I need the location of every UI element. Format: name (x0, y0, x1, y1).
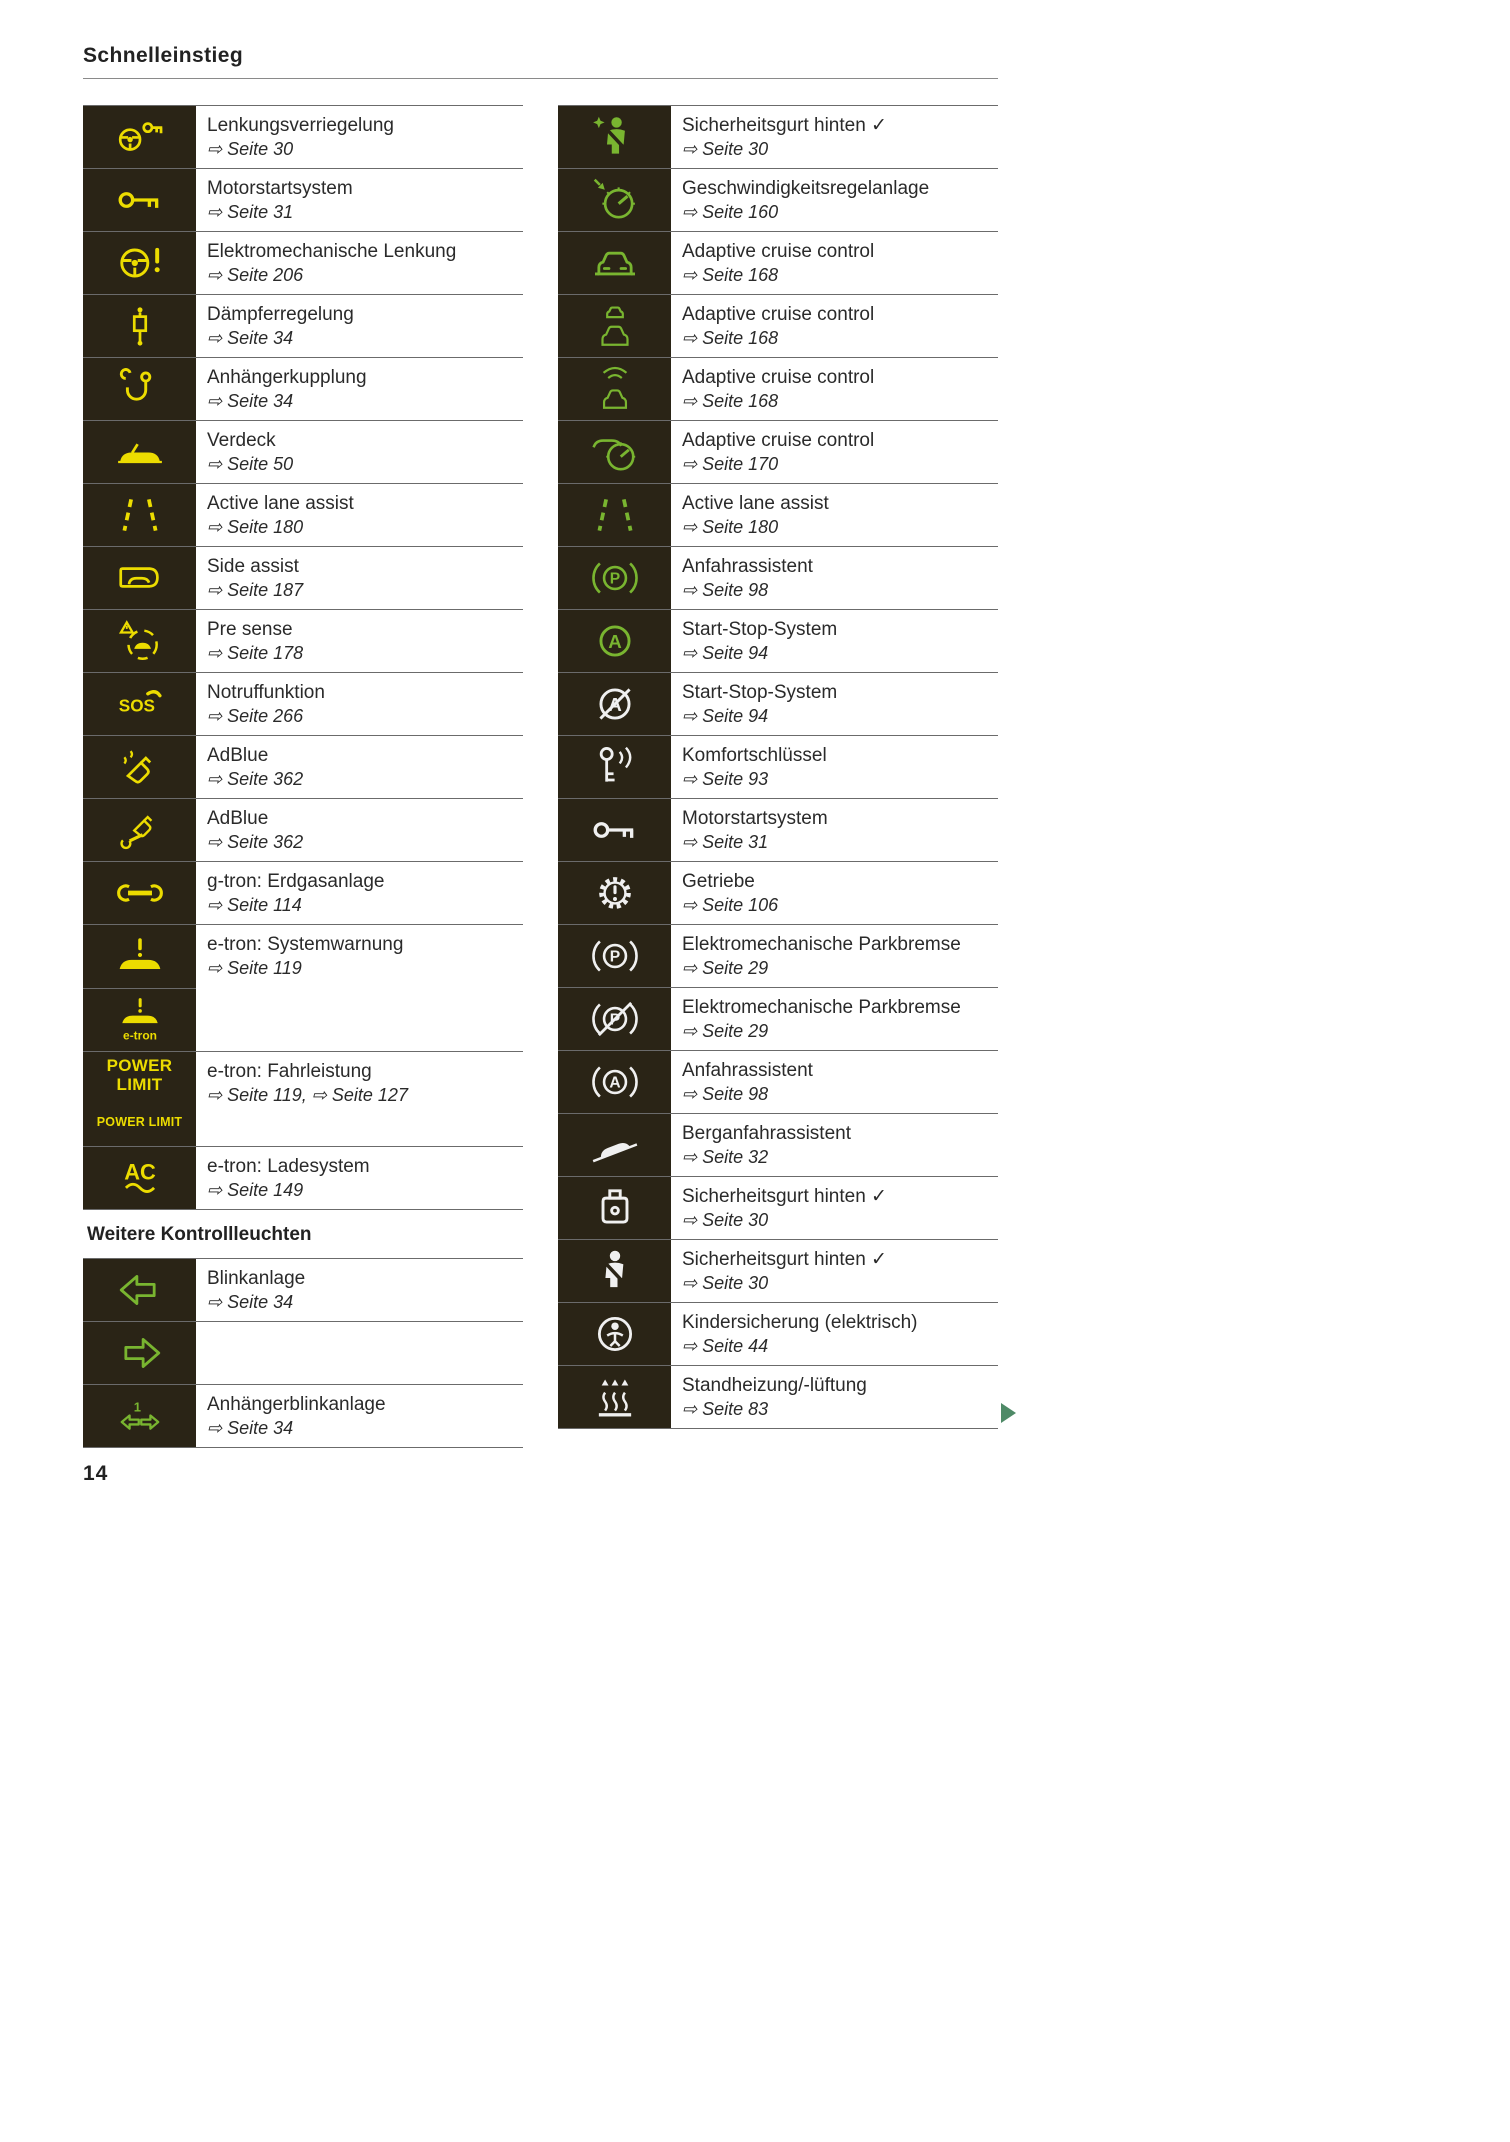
icon-cell (83, 1322, 196, 1384)
indicator-title: Getriebe (682, 871, 755, 892)
icon-cell (558, 358, 671, 420)
trailer-hitch-icon (83, 358, 196, 420)
indicator-title: Adaptive cruise control (682, 241, 875, 262)
indicator-title: AdBlue (207, 745, 269, 766)
table-row (83, 483, 523, 546)
table-row (83, 294, 523, 357)
page-reference: ⇨ Seite 30 (207, 139, 294, 160)
indicator-title: Notruffunktion (207, 682, 325, 703)
page-reference: ⇨ Seite 160 (682, 202, 779, 223)
description-cell (196, 169, 523, 231)
table-row (558, 672, 998, 735)
etron-car-icon (83, 988, 196, 1052)
key-icon (558, 799, 671, 861)
section-subheader: Weitere Kontrollleuchten (87, 1224, 312, 1245)
table-row (558, 798, 998, 861)
svg-text:P: P (609, 570, 620, 588)
table-row (558, 483, 998, 546)
description-cell (196, 421, 523, 483)
icon-cell (83, 106, 196, 168)
indicator-title: Verdeck (207, 430, 276, 451)
description-cell (671, 736, 998, 798)
adblue-icon (83, 736, 196, 798)
page-reference: ⇨ Seite 106 (682, 895, 779, 916)
table-section-main (558, 105, 998, 1429)
page-reference: ⇨ Seite 149 (207, 1180, 304, 1201)
description-cell (196, 1147, 523, 1209)
page-reference: ⇨ Seite 168 (682, 391, 779, 412)
child-lock-icon (558, 1303, 671, 1365)
table-row (83, 735, 523, 798)
description-cell (196, 1322, 523, 1384)
table-row (83, 609, 523, 672)
description-cell (671, 1240, 998, 1302)
description-cell (196, 106, 523, 168)
icon-cell (83, 295, 196, 357)
indicator-title: Sicherheitsgurt hinten ✓ (682, 1186, 887, 1207)
icon-cell (83, 1052, 196, 1146)
description-cell (671, 421, 998, 483)
description-cell (196, 610, 523, 672)
seatbelt-icon (558, 1240, 671, 1302)
description-cell (196, 295, 523, 357)
page-reference: ⇨ Seite 50 (207, 454, 294, 475)
continuation-marker-icon (1001, 1403, 1016, 1423)
description-cell (671, 1177, 998, 1239)
pre-sense-icon (83, 610, 196, 672)
indicator-title: Side assist (207, 556, 299, 577)
icon-cell (558, 1177, 671, 1239)
description-cell (196, 547, 523, 609)
table-row (558, 105, 998, 168)
icon-cell (83, 799, 196, 861)
page-reference: ⇨ Seite 362 (207, 769, 304, 790)
page-reference: ⇨ Seite 93 (682, 769, 769, 790)
icon-cell (558, 1240, 671, 1302)
table-section-extra (83, 1258, 523, 1448)
convertible-icon (83, 421, 196, 483)
description-cell (671, 610, 998, 672)
description-cell (671, 1366, 998, 1428)
svg-text:1: 1 (133, 1399, 141, 1415)
start-stop-off-icon (558, 673, 671, 735)
page-reference: ⇨ Seite 44 (682, 1336, 769, 1357)
page-reference: ⇨ Seite 170 (682, 454, 779, 475)
table-row (558, 1365, 998, 1428)
icon-cell (83, 862, 196, 924)
power-limit-stacked-icon: POWER LIMIT (106, 1056, 173, 1094)
description-cell (196, 799, 523, 861)
table-row (83, 1051, 523, 1146)
table-row (558, 357, 998, 420)
indicator-title: e-tron: Systemwarnung (207, 934, 404, 955)
table-row (558, 609, 998, 672)
table-row (83, 420, 523, 483)
ac-icon (83, 1147, 196, 1209)
indicator-title: Berganfahrassistent (682, 1123, 851, 1144)
car-warning-icon (83, 925, 196, 988)
page-reference: ⇨ Seite 34 (207, 1292, 294, 1313)
page-reference: ⇨ Seite 31 (207, 202, 294, 223)
table-row (83, 672, 523, 735)
description-cell (671, 1114, 998, 1176)
page-reference: ⇨ Seite 119, ⇨ Seite 127 (207, 1085, 408, 1106)
indicator-title: Elektromechanische Parkbremse (682, 934, 961, 955)
description-cell (196, 925, 523, 1051)
table-row (558, 1302, 998, 1365)
turn-signal-right-icon (83, 1322, 196, 1384)
description-cell (196, 1385, 523, 1447)
icon-cell (558, 295, 671, 357)
indicator-title: Dämpferregelung (207, 304, 354, 325)
description-cell (671, 1303, 998, 1365)
svg-text:P: P (609, 948, 620, 966)
description-cell (671, 988, 998, 1050)
page-number: 14 (83, 1462, 109, 1485)
description-cell (196, 1259, 523, 1321)
icon-cell (83, 484, 196, 546)
page-reference: ⇨ Seite 168 (682, 265, 779, 286)
indicator-title: Standheizung/-lüftung (682, 1375, 867, 1396)
auto-hold-p-icon (558, 547, 671, 609)
page-reference: ⇨ Seite 180 (682, 517, 779, 538)
side-assist-icon (83, 547, 196, 609)
icon-cell (83, 925, 196, 1051)
table-row (558, 924, 998, 987)
icon-cell (83, 673, 196, 735)
icon-cell (558, 673, 671, 735)
icon-cell (558, 106, 671, 168)
page-reference: ⇨ Seite 30 (682, 1273, 769, 1294)
page-reference: ⇨ Seite 34 (207, 328, 294, 349)
belt-buckle-icon (558, 1177, 671, 1239)
acc-distance-icon (558, 295, 671, 357)
indicator-title: Kindersicherung (elektrisch) (682, 1312, 918, 1333)
icon-cell (558, 736, 671, 798)
description-cell (196, 673, 523, 735)
icon-cell (83, 1147, 196, 1209)
svg-text:A: A (607, 693, 622, 715)
indicator-title: g-tron: Erdgasanlage (207, 871, 385, 892)
indicator-title: Adaptive cruise control (682, 304, 875, 325)
table-row (83, 924, 523, 1051)
icon-cell (558, 421, 671, 483)
svg-text:A: A (608, 1074, 621, 1092)
indicator-title: Geschwindigkeitsregelanlage (682, 178, 930, 199)
page-reference: ⇨ Seite 94 (682, 706, 769, 727)
icon-cell (83, 1259, 196, 1321)
lane-assist-icon (83, 484, 196, 546)
icon-cell (558, 988, 671, 1050)
page-title: Schnelleinstieg (83, 44, 244, 67)
svg-text:e-tron: e-tron (122, 1028, 157, 1043)
table-row (83, 105, 523, 168)
parking-brake-icon (558, 925, 671, 987)
indicator-title: Adaptive cruise control (682, 367, 875, 388)
description-cell (196, 862, 523, 924)
table-row (83, 1258, 523, 1321)
description-cell (671, 799, 998, 861)
table-row (83, 168, 523, 231)
description-cell (196, 736, 523, 798)
seatbelt-reminder-icon (558, 106, 671, 168)
indicator-title: AdBlue (207, 808, 269, 829)
description-cell (671, 862, 998, 924)
description-cell (196, 358, 523, 420)
indicator-title: Start-Stop-System (682, 682, 838, 703)
trailer-turn-signal-icon (83, 1385, 196, 1447)
page-reference: ⇨ Seite 206 (207, 265, 304, 286)
acc-car-icon (558, 232, 671, 294)
hill-assist-icon (558, 1114, 671, 1176)
icon-cell (83, 358, 196, 420)
page-reference: ⇨ Seite 34 (207, 1418, 294, 1439)
table-row (558, 987, 998, 1050)
description-cell (671, 106, 998, 168)
icon-cell (558, 547, 671, 609)
table-row (558, 231, 998, 294)
page-reference: ⇨ Seite 98 (682, 580, 769, 601)
description-cell (196, 484, 523, 546)
svg-text:A: A (607, 630, 622, 652)
cruise-control-icon (558, 169, 671, 231)
indicator-title: Sicherheitsgurt hinten ✓ (682, 1249, 887, 1270)
description-cell (671, 484, 998, 546)
table-row (558, 546, 998, 609)
page-reference: ⇨ Seite 362 (207, 832, 304, 853)
icon-cell (558, 169, 671, 231)
description-cell (671, 1051, 998, 1113)
indicator-title: Elektromechanische Lenkung (207, 241, 457, 262)
indicator-title: Blinkanlage (207, 1268, 306, 1289)
steering-warning-icon (83, 232, 196, 294)
icon-cell (83, 610, 196, 672)
acc-radar-icon (558, 358, 671, 420)
icon-cell (558, 484, 671, 546)
svg-text:P: P (609, 1011, 620, 1029)
table-row (83, 231, 523, 294)
table-row (558, 168, 998, 231)
indicator-title: Adaptive cruise control (682, 430, 875, 451)
page-reference: ⇨ Seite 119 (207, 958, 302, 979)
table-row (83, 798, 523, 861)
icon-cell (558, 1051, 671, 1113)
acc-speed-icon (558, 421, 671, 483)
page-reference: ⇨ Seite 30 (682, 1210, 769, 1231)
page-reference: ⇨ Seite 114 (207, 895, 302, 916)
indicator-title: Pre sense (207, 619, 293, 640)
page-reference: ⇨ Seite 187 (207, 580, 304, 601)
table-row (83, 861, 523, 924)
description-cell (671, 925, 998, 987)
table-row (558, 1239, 998, 1302)
icon-cell (83, 1385, 196, 1447)
page-reference: ⇨ Seite 29 (682, 1021, 769, 1042)
steering-lock-icon (83, 106, 196, 168)
page-reference: ⇨ Seite 31 (682, 832, 769, 853)
icon-cell (558, 1303, 671, 1365)
indicator-title: Elektromechanische Parkbremse (682, 997, 961, 1018)
icon-cell (83, 421, 196, 483)
indicator-title: e-tron: Fahrleistung (207, 1061, 372, 1082)
page-reference: ⇨ Seite 98 (682, 1084, 769, 1105)
table-row (558, 1050, 998, 1113)
page-reference: ⇨ Seite 30 (682, 139, 769, 160)
icon-cell (558, 925, 671, 987)
indicator-title: Anhängerkupplung (207, 367, 367, 388)
parking-brake-off-icon (558, 988, 671, 1050)
description-cell (671, 358, 998, 420)
icon-cell (83, 232, 196, 294)
indicator-title: Motorstartsystem (207, 178, 353, 199)
table-row (558, 294, 998, 357)
table-row (83, 546, 523, 609)
svg-text:AC: AC (123, 1159, 156, 1185)
gearbox-warning-icon (558, 862, 671, 924)
turn-signal-left-icon (83, 1259, 196, 1321)
page-reference: ⇨ Seite 180 (207, 517, 304, 538)
auto-hold-a-icon (558, 1051, 671, 1113)
indicator-title: Motorstartsystem (682, 808, 828, 829)
table-row (558, 420, 998, 483)
description-cell (671, 547, 998, 609)
indicator-title: e-tron: Ladesystem (207, 1156, 370, 1177)
indicator-title: Anfahrassistent (682, 556, 813, 577)
description-cell (671, 673, 998, 735)
icon-cell (83, 169, 196, 231)
warning-lights-table-left (83, 105, 523, 1448)
table-row (83, 1146, 523, 1209)
table-row (83, 1384, 523, 1447)
description-cell (671, 169, 998, 231)
table-row (83, 1321, 523, 1384)
page-reference: ⇨ Seite 29 (682, 958, 769, 979)
indicator-title: Sicherheitsgurt hinten ✓ (682, 115, 887, 136)
table-row (558, 1176, 998, 1239)
heater-icon (558, 1366, 671, 1428)
sos-icon (83, 673, 196, 735)
indicator-title: Anhängerblinkanlage (207, 1394, 386, 1415)
description-cell (196, 1052, 523, 1146)
icon-cell (83, 736, 196, 798)
indicator-title: Active lane assist (682, 493, 829, 514)
icon-cell (558, 232, 671, 294)
icon-cell (558, 1366, 671, 1428)
table-row (83, 357, 523, 420)
indicator-title: Active lane assist (207, 493, 354, 514)
icon-cell (83, 547, 196, 609)
svg-text:SOS: SOS (118, 695, 155, 716)
wrench-icon (83, 862, 196, 924)
lane-assist-icon (558, 484, 671, 546)
page-reference: ⇨ Seite 266 (207, 706, 304, 727)
page-reference: ⇨ Seite 32 (682, 1147, 769, 1168)
description-cell (196, 232, 523, 294)
table-row (558, 1113, 998, 1176)
table-section-main (83, 105, 523, 1210)
page-reference: ⇨ Seite 34 (207, 391, 294, 412)
table-row (558, 861, 998, 924)
page-reference: ⇨ Seite 83 (682, 1399, 769, 1420)
icon-cell (558, 799, 671, 861)
adblue-service-icon (83, 799, 196, 861)
warning-lights-table-right (558, 105, 998, 1429)
comfort-key-icon (558, 736, 671, 798)
description-cell (671, 232, 998, 294)
start-stop-icon (558, 610, 671, 672)
indicator-title: Lenkungsverriegelung (207, 115, 394, 136)
icon-cell (558, 1114, 671, 1176)
indicator-title: Start-Stop-System (682, 619, 838, 640)
page-reference: ⇨ Seite 178 (207, 643, 304, 664)
key-icon (83, 169, 196, 231)
table-row (558, 735, 998, 798)
damper-icon (83, 295, 196, 357)
icon-cell (558, 862, 671, 924)
page-reference: ⇨ Seite 94 (682, 643, 769, 664)
page-reference: ⇨ Seite 168 (682, 328, 779, 349)
header-divider (83, 78, 998, 79)
description-cell (671, 295, 998, 357)
indicator-title: Komfortschlüssel (682, 745, 827, 766)
indicator-title: Anfahrassistent (682, 1060, 813, 1081)
power-limit-icon: POWER LIMIT (96, 1114, 183, 1129)
icon-cell (558, 610, 671, 672)
